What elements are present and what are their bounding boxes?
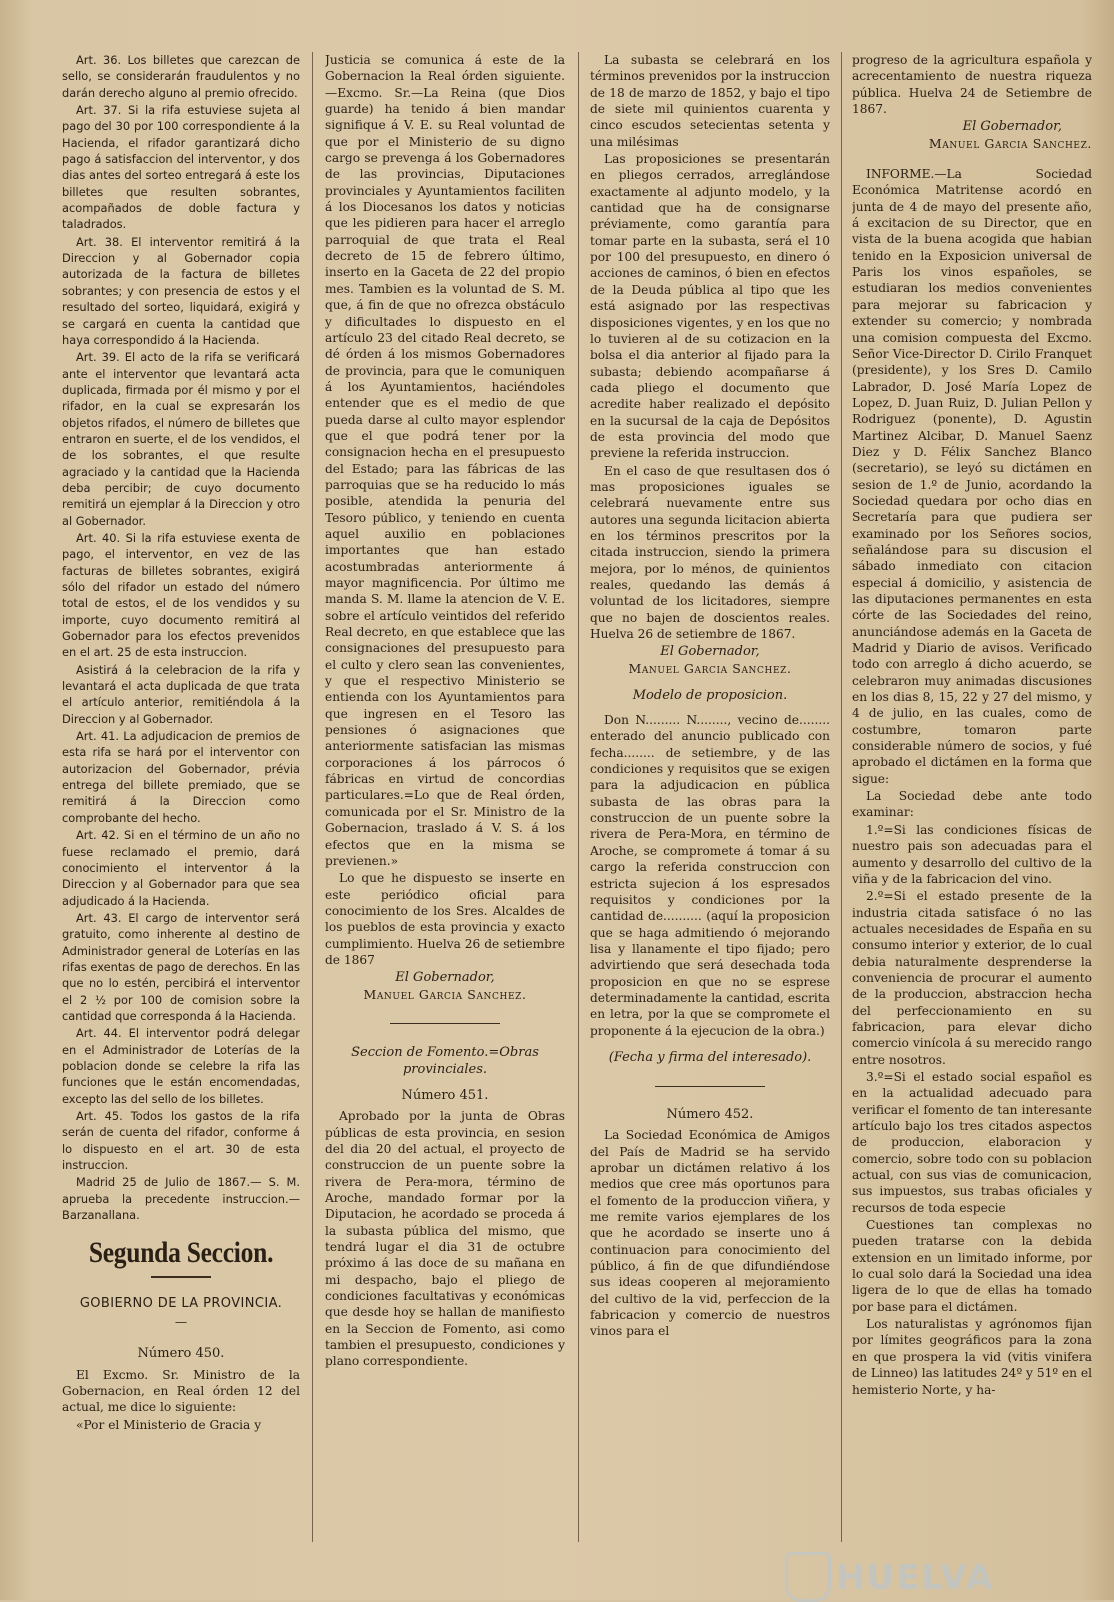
article-paragraph: Art. 39. El acto de la rifa se verificará ante el interventor que levantará acta duplicada, firmada por él mismo y por el rifador, en la cual se expresarán los objetos rifados, el número de billetes que entraron en suerte, el de los vendidos, el de los sobrantes, el que resulte agraciado y la cantidad que la Hacienda deba percibir; de cuyo documento remitirá un ejemplar á la Direccion y otro al Gobernador.	[62, 350, 300, 528]
divider	[151, 1276, 211, 1278]
divider	[390, 1023, 500, 1024]
signature-title: El Gobernador,	[962, 119, 1062, 135]
column-1	[62, 52, 300, 1592]
report-paragraph: Cuestiones tan complexas no pueden tratarse con la debida extension en un limitado informe, por lo cual solo dará la Sociedad una idea ligera de lo que de ellas ha tomado por base para el dictámen.	[852, 1218, 1092, 1314]
article-paragraph: Madrid 25 de Julio de 1867.— S. M. aprueba la precedente instruccion.—Barzanallana.	[62, 1175, 300, 1223]
section-title: Segunda Seccion.	[88, 1236, 274, 1270]
notice-paragraph: Aprobado por la junta de Obras públicas de esta provincia, en sesion del dia 20 del actual, el proyecto de construccion de un puente sobre la rivera de Pera-mora, término de Aroche, mandado formar por la Diputacion, he acordado se proceda á la subasta pública del mismo, que tendrá lugar el dia 31 de octubre próximo á las doce de su mañana en mi despacho, bajo el pliego de condiciones facultativas y económicas que desde hoy se hallan de manifiesto en la Seccion de Fomento, asi como tambien el presupuesto, condiciones y plano correspondiente.	[325, 1109, 565, 1369]
report-paragraph: 3.º=Si el estado social español es en la actualidad adecuado para verificar el fomento de tan interesante artículo bajo los tres citados aspectos de produccion, elaboracion y comercio, sobre todo con su poblacion actual, con sus vias de comunicacion, sus impuestos, sus trabas oficiales y recursos de toda especie	[852, 1069, 1092, 1215]
article-paragraph: Art. 36. Los billetes que carezcan de sello, se considerarán fraudulentos y no darán derecho alguno al premio ofrecido.	[62, 53, 300, 100]
report-paragraph: Los naturalistas y agrónomos fijan por límites geográficos para la zona en que prospera la vid (vitis vinifera de Linneo) las latitudes 24º y 51º en el hemisterio Norte, y ha-	[852, 1317, 1092, 1397]
signature-name: Manuel Garcia Sanchez.	[928, 135, 1092, 151]
report-paragraph: 1.º=Si las condiciones físicas de nuestro pais son adecuadas para el aumento y desarrollo del cultivo de la viña y de la fabricacion del vino.	[852, 822, 1092, 886]
article-paragraph: Art. 44. El interventor podrá delegar en el Administrador de Loterías de la poblacion donde se celebre la rifa las funciones que le están encomendadas, excepto las del sello de los billetes.	[62, 1026, 300, 1106]
column-rule	[578, 52, 579, 1542]
notice-paragraph: La Sociedad Económica de Amigos del País de Madrid se ha servido aprobar un dictámen relativo á los medios que cree más oportunos para el fomento de la produccion viñera, y me remite varios ejemplares de los que he acordado se inserte uno á continuacion para conocimiento del público, á fin de que difundiéndose sus ideas cooperen al mejoramiento del cultivo de la vid, perfeccion de la fabricacion y comercio de nuestros vinos para el	[590, 1128, 830, 1339]
section-subtitle: Seccion de Fomento.=Obras provinciales.	[351, 1044, 539, 1077]
article-paragraph: Art. 41. La adjudicacion de premios de esta rifa se hará por el interventor con autorizacion del Gobernador, prévia entrega del billete premiado, que se remitirá á la Direccion como comprobante del hecho.	[62, 729, 300, 825]
column-4	[852, 52, 1092, 1592]
model-text: Don N......... N........, vecino de........ enterado del anuncio publicado con fecha........ de setiembre, y de las condiciones y requisitos que se exigen para la adjudicacion en pública subasta de las obras para la construccion de un puente sobre la rivera de Pera-Mora, en término de Aroche, se compromete á tomar á su cargo la referida construccion con estricta sujecion á los espresados requisitos y condiciones por la cantidad de.......... (aquí la proposicion que se haga admitiendo ó mejorando lisa y llanamente el tipo fijado; pero advirtiendo que será desechada toda proposicion en que no se esprese determinadamente la cantidad, escrita en letra, por la que se compromete el proponente á la ejecucion de la obra.)	[590, 713, 830, 1038]
archive-watermark: HUELVA	[836, 1558, 995, 1598]
report-paragraph: INFORME.—La Sociedad Económica Matritense acordó en junta de 4 de mayo del presente año, á excitacion de su Director, que en vista de la buena acogida que habian tenido en la Exposicion universal de Paris los vinos españoles, se estudiaran los medios convenientes para mejorar su fabricacion y extender su comercio; y nombrada una comision compuesta del Excmo. Señor Vice-Director D. Cirilo Franquet (presidente), y los Sres D. Camilo Labrador, D. José María Lopez de Lopez, D. Juan Ruiz, D. Julian Pellon y Rodriguez (ponente), D. Agustin Martinez Alcibar, D. Manuel Saenz Diez y D. Félix Sanchez Blanco (secretario), se leyó su dictámen en sesion de 1.º de Junio, acordando la Sociedad quedara por ocho dias en Secretaría para que pudiera ser examinado por los Señores socios, señalándose para su discusion el sábado inmediato con citacion especial á domicilio, y asistencia de las diputaciones permanentes en esta córte de las Sociedades del reino, anunciándose además en la Gaceta de Madrid y Diario de avisos. Verificado todo con arreglo á dicho acuerdo, se celebraron muy animadas discusiones en los dias 8, 15, 22 y 27 del mismo, y 4 de julio, en las cuales, como de costumbre, tomaron parte considerable número de socios, y fué aprobado el dictámen en la forma que sigue:	[852, 167, 1092, 786]
column-rule	[312, 52, 313, 1542]
model-title: Modelo de proposicion.	[632, 688, 788, 704]
article-paragraph: Art. 40. Si la rifa estuviese exenta de pago, el interventor, en vez de las facturas de billetes sobrantes, exigirá sólo del rifador un estado del número total de estos, el de los vendidos y su importe, cuyo documento remitirá al Gobernador para los efectos prevenidos en el art. 25 de esta instruccion.	[62, 530, 300, 660]
notice-paragraph: La subasta se celebrará en los términos prevenidos por la instruccion de 18 de marzo de 1852, y bajo el tipo de siete mil quinientos cuarenta y cinco escudos setecientas setenta y una milésimas	[590, 53, 830, 149]
notice-number: Número 450.	[137, 1346, 225, 1362]
notice-paragraph: En el caso de que resultasen dos ó mas proposiciones iguales se celebrará nuevamente entre sus autores una segunda licitacion abierta en los términos prescritos por la citada instruccion, siendo la primera mejora, por lo ménos, de quinientos reales, quedando las demás á voluntad de los licitadores, siempre que no bajen de doscientos reales. Huelva 26 de setiembre de 1867.	[590, 463, 830, 642]
article-paragraph: Asistirá á la celebracion de la rifa y levantará el acta duplicada de que trata el artículo anterior, remitiéndola á la Direccion y al Gobernador.	[62, 662, 300, 726]
column-rule	[841, 52, 842, 1542]
article-paragraph: Art. 45. Todos los gastos de la rifa serán de cuenta del rifador, conforme á lo dispuesto en el art. 30 de esta instruccion.	[62, 1109, 300, 1173]
column-3	[590, 52, 830, 1592]
notice-paragraph: «Por el Ministerio de Gracia y	[76, 1417, 262, 1432]
notice-paragraph: Lo que he dispuesto se inserte en este periódico oficial para conocimiento de los Sres. Alcaldes de los pueblos de esta provincia y exacto cumplimiento. Huelva 26 de setiembre de 1867	[325, 871, 565, 967]
notice-paragraph: Justicia se comunica á este de la Gobernacion la Real órden siguiente.—Excmo. Sr.—La Reina (que Dios guarde) ha tenido á bien mandar signifique á V. E. su Real voluntad de que por el Ministerio de su digno cargo se prevenga á los Gobernadores de las provincias, Diputaciones provinciales y Ayuntamientos faciliten á los Diocesanos los datos y noticias que les pidieren para hacer el arreglo parroquial de que trata el Real decreto de 15 de febrero último, inserto en la Gaceta de 22 del propio mes. Tambien es la voluntad de S. M. que, á fin de que no ofrezca obstáculo y dificultades lo dispuesto en el artículo 23 del citado Real decreto, se dé órden á los mismos Gobernadores de provincia, para que le comuniquen á los Ayuntamientos, haciéndoles entender que es el medio de que pueda darse al culto mayor esplendor que el que podrá tener por la consignacion hecha en el presupuesto del Estado; para las fábricas de las parroquias que se ha reducido lo más posible, atendida la penuria del Tesoro público, y teniendo en cuenta aquel auxilio en poblaciones importantes que han estado acostumbradas anteriormente á mayor magnificencia. Por último me manda S. M. llame la atencion de V. E. sobre el artículo veintidos del referido Real decreto, en que establece que las consignaciones del presupuesto para el culto y clero sean las convenientes, y que el respectivo Ministerio se entienda con los Ayuntamientos para que ingresen en el Tesoro las pensiones ó asignaciones que anteriormente satisfacian las mismas corporaciones á los párrocos ó fábricas en virtud de concordias particulares.=Lo que de Real órden, comunicada por el Sr. Ministro de la Gobernacion, traslado á V. S. á los efectos que en la misma se previenen.»	[325, 53, 565, 868]
model-signature: (Fecha y firma del interesado).	[608, 1049, 812, 1065]
signature-title: El Gobernador,	[395, 970, 495, 986]
header-dash: —	[174, 1315, 188, 1330]
article-paragraph: Art. 42. Si en el término de un año no fuese reclamado el premio, dará conocimiento el interventor á la Direccion y al Gobernador para que sea adjudicado á la Hacienda.	[62, 828, 300, 908]
notice-paragraph: progreso de la agricultura española y acrecentamiento de nuestra riqueza pública. Huelva 24 de Setiembre de 1867.	[852, 53, 1092, 117]
signature-name: Manuel Garcia Sanchez.	[363, 986, 527, 1002]
column-2	[325, 52, 565, 1592]
article-paragraph: Art. 38. El interventor remitirá á la Direccion y al Gobernador copia autorizada de la factura de billetes sobrantes; y con presencia de estos y el resultado del sorteo, liquidará, exigirá y se cargará en cuenta la cantidad que haya correspondido á la Hacienda.	[62, 234, 300, 347]
archive-seal-icon	[785, 1552, 831, 1602]
government-header: GOBIERNO DE LA PROVINCIA.	[79, 1295, 283, 1311]
notice-number: Número 451.	[401, 1087, 489, 1103]
notice-paragraph: Las proposiciones se presentarán en pliegos cerrados, arreglándose exactamente al adjunto modelo, y la cantidad que ha de consignarse préviamente, como garantía para tomar parte en la subasta, será el 10 por 100 del presupuesto, en dinero ó acciones de caminos, ó bien en efectos de la Deuda pública al tipo que les está asignado por las respectivas disposiciones vigentes, y en los que no lo tuvieren al de su cotizacion en la bolsa el dia anterior al fijado para la subasta; debiendo acompañarse á cada pliego el documento que acredite haber realizado el depósito en la sucursal de la caja de Depósitos de esta provincia del modo que previene la referida instruccion.	[590, 152, 830, 461]
notice-number: Número 452.	[666, 1106, 754, 1122]
divider	[655, 1086, 765, 1087]
report-paragraph: La Sociedad debe ante todo examinar:	[852, 789, 1092, 820]
signature-name: Manuel Garcia Sanchez.	[628, 660, 792, 676]
notice-paragraph: El Excmo. Sr. Ministro de la Gobernacion, en Real órden 12 del actual, me dice lo siguiente:	[62, 1367, 300, 1415]
signature-title: El Gobernador,	[660, 644, 760, 660]
article-paragraph: Art. 43. El cargo de interventor será gratuito, como inherente al destino de Administrador general de Loterías en las rifas exentas de pago de derechos. En las que no lo estén, percibirá el interventor el 2 ½ por 100 de comision sobre la cantidad que corresponda á la Hacienda.	[62, 910, 300, 1023]
report-paragraph: 2.º=Si el estado presente de la industria citada satisface ó no las actuales necesidades de España en su consumo interior y exterior, de lo cual debia naturalmente desprenderse la conveniencia de procurar el aumento de la produccion, abstraccion hecha del perfeccionamiento en su fabricacion, para elevar dicho comercio vinícola á su merecido rango entre nosotros.	[852, 889, 1092, 1067]
article-paragraph: Art. 37. Si la rifa estuviese sujeta al pago del 30 por 100 correspondiente á la Hacienda, el rifador garantizará dicho pago á satisfaccion del interventor, y dos dias antes del sorteo entregará á este los billetes que resulten sobrantes, acompañados de doble factura y taladrados.	[62, 103, 300, 232]
